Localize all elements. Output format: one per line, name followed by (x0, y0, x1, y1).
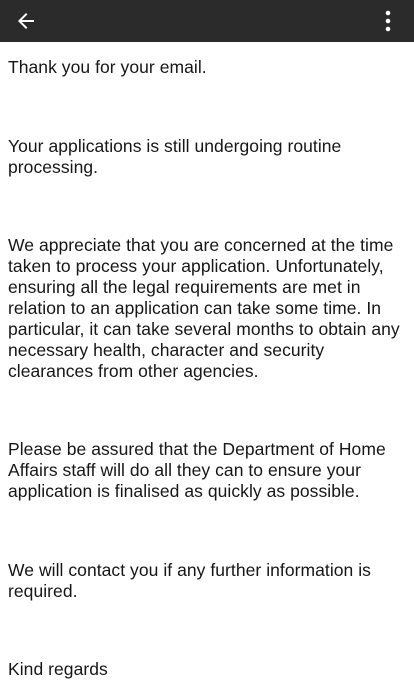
email-paragraph-processing-time: We appreciate that you are concerned at the time taken to process your application. Unfortunately, ensuring all the legal requirements are met in relation to an application can take some time. In particular, it can take several months to obtain any necessary health, character and security clearances from other agencies. (8, 235, 400, 381)
app-bar (0, 0, 414, 42)
email-body (0, 42, 414, 698)
email-paragraph-greeting: Thank you for your email. (8, 57, 207, 77)
arrow-left-icon (14, 9, 38, 33)
email-paragraph-assurance: Please be assured that the Department of Home Affairs staff will do all they can to ensure your application is finalised as quickly as possible. (8, 439, 386, 501)
email-paragraph-contact: We will contact you if any further information is required. (8, 560, 371, 601)
more-options-button[interactable] (376, 3, 400, 39)
more-vert-icon (385, 9, 391, 33)
email-paragraph-status: Your applications is still undergoing routine processing. (8, 136, 342, 177)
email-signoff: Kind regards (8, 659, 108, 679)
back-button[interactable] (8, 3, 44, 39)
